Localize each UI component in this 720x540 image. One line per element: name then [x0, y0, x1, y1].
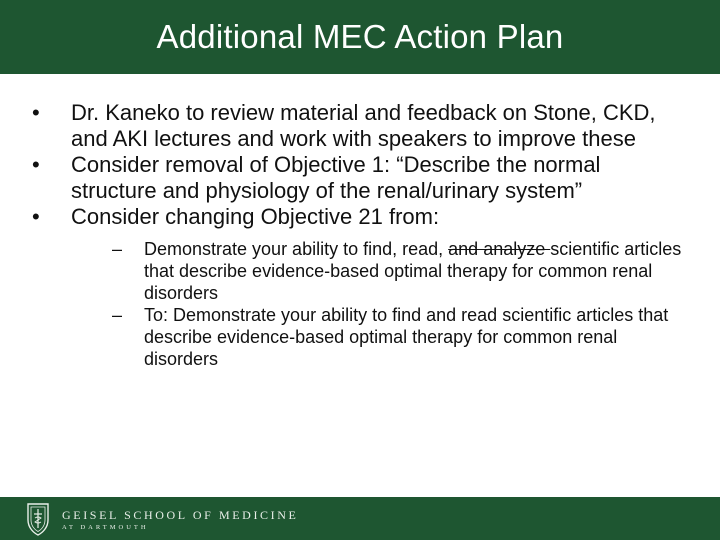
bullet-item — [30, 152, 690, 204]
sub-bullet-item — [71, 304, 690, 370]
title-bar — [0, 0, 720, 74]
school-location: AT DARTMOUTH — [62, 524, 149, 531]
sub-bullet-text-before: Demonstrate your ability to find, read, — [144, 239, 449, 259]
dash-icon: – — [112, 239, 123, 259]
school-name: GEISEL SCHOOL OF MEDICINE — [62, 508, 299, 522]
slide-body — [30, 100, 690, 370]
bullet-item — [30, 204, 690, 370]
sub-bullet-item — [71, 238, 690, 304]
bullet-icon: • — [32, 204, 40, 229]
footer-wordmark — [62, 508, 298, 534]
bullet-icon: • — [32, 152, 40, 177]
bullet-text: Consider removal of Objective 1: “Describe the normal structure and physiology of the renal/urinary system” — [71, 152, 601, 203]
sub-bullet-text-after: scientific articles that describe evidence-based optimal therapy for common renal disorders — [144, 239, 682, 303]
bullet-text: Dr. Kaneko to review material and feedback on Stone, CKD, and AKI lectures and work with speakers to improve these — [71, 100, 656, 151]
dash-icon: – — [112, 305, 123, 325]
bullet-item — [30, 100, 690, 152]
struck-text: and analyze — [448, 239, 551, 259]
slide-title: Additional MEC Action Plan — [156, 18, 564, 55]
sub-bullet-list — [71, 238, 690, 370]
sub-bullet-text: To: Demonstrate your ability to find and read scientific articles that describe evidence-based optimal therapy for common renal disorders — [144, 305, 669, 369]
geisel-shield-logo-icon — [26, 502, 50, 536]
bullet-icon: • — [32, 100, 40, 125]
bullet-text: Consider changing Objective 21 from: — [71, 204, 440, 229]
sub-bullet-text — [144, 239, 681, 303]
bullet-list — [30, 100, 690, 370]
